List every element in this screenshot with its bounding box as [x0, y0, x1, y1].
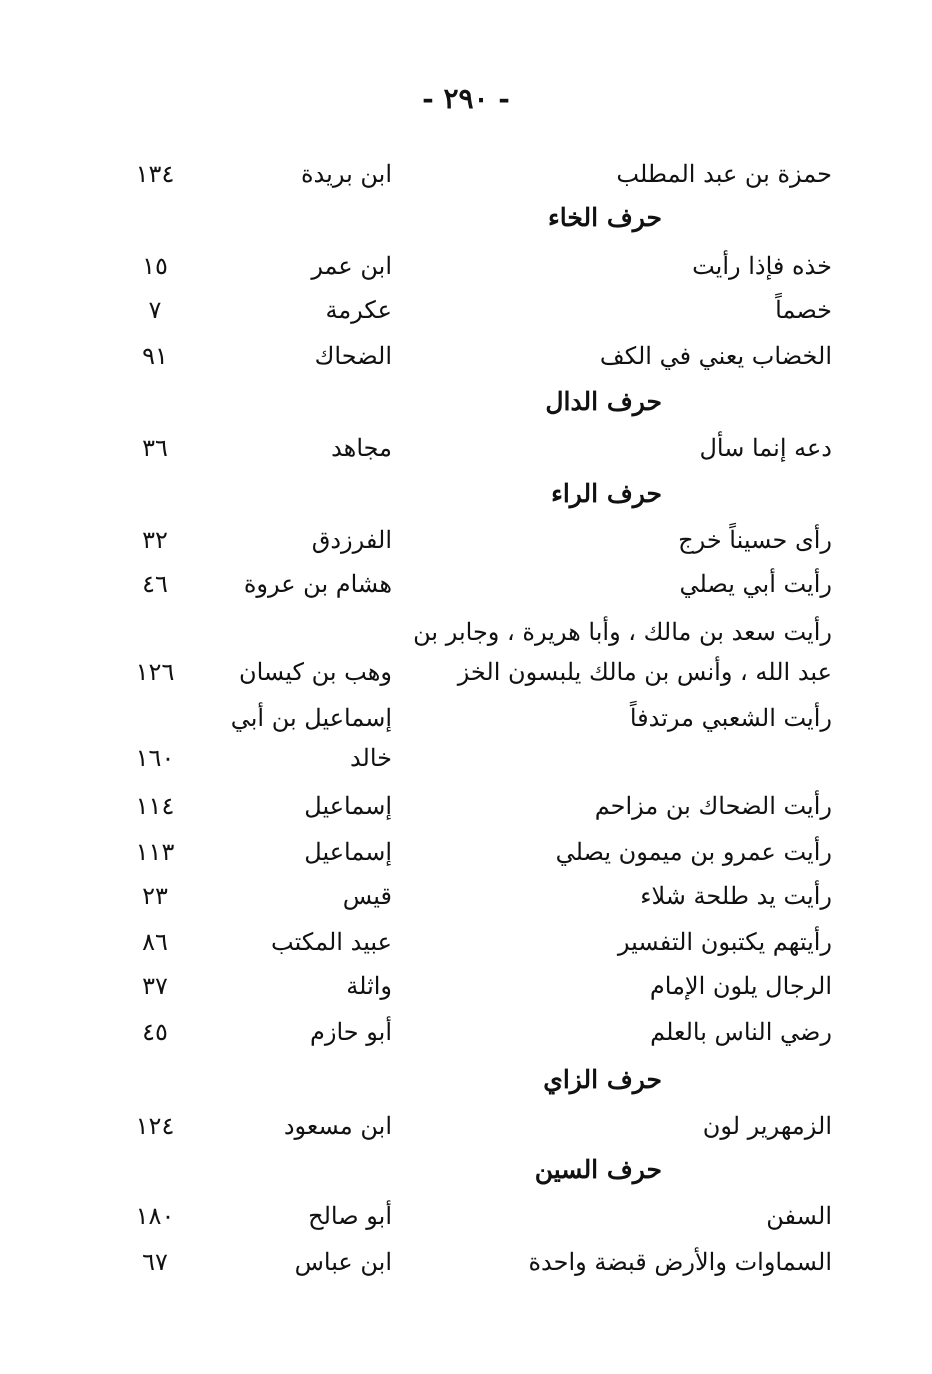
entry-page: ٣٦ — [142, 434, 168, 462]
section-heading: حرف الخاء — [548, 203, 662, 232]
entry-text: حمزة بن عبد المطلب — [616, 160, 832, 188]
entry-narrator: عكرمة — [325, 296, 392, 324]
entry-narrator: قيس — [342, 882, 392, 910]
entry-narrator: عبيد المكتب — [271, 928, 392, 956]
entry-page: ١٥ — [142, 252, 168, 280]
index-entry — [0, 656, 932, 702]
entry-narrator: ابن مسعود — [283, 1112, 392, 1140]
entry-text: رأيت عمرو بن ميمون يصلي — [555, 838, 832, 866]
entry-text: رأيتهم يكتبون التفسير — [617, 928, 832, 956]
section-heading: حرف الدال — [545, 387, 662, 416]
index-entry — [0, 294, 932, 340]
index-entry — [0, 880, 932, 926]
entry-text: خذه فإذا رأيت — [692, 252, 832, 280]
entry-text: السفن — [766, 1202, 832, 1230]
entry-narrator: ابن بريدة — [300, 160, 392, 188]
index-entry — [0, 524, 932, 570]
entry-narrator: الضحاك — [314, 342, 392, 370]
entry-narrator: إسماعيل بن أبي — [230, 704, 392, 732]
entry-page: ٤٦ — [142, 570, 168, 598]
entry-page: ١٨٠ — [135, 1202, 175, 1230]
entry-page: ١٢٦ — [135, 658, 175, 686]
entry-text: رأيت أبي يصلي — [679, 570, 832, 598]
entry-page: ٩١ — [142, 342, 168, 370]
entry-text-line1: رأيت سعد بن مالك ، وأبا هريرة ، وجابر بن — [413, 618, 832, 646]
entry-text: رأيت الضحاك بن مزاحم — [594, 792, 832, 820]
entry-narrator: إسماعيل — [304, 792, 392, 820]
entry-narrator: ابن عمر — [311, 252, 392, 280]
entry-page: ٧ — [148, 296, 162, 324]
entry-narrator: إسماعيل — [304, 838, 392, 866]
index-entry — [0, 432, 932, 478]
index-entry — [0, 970, 932, 1016]
index-entry — [0, 1110, 932, 1156]
index-entry — [0, 1200, 932, 1246]
entry-narrator: أبو حازم — [310, 1018, 392, 1046]
entry-page: ٦٧ — [142, 1248, 168, 1276]
entry-page: ١٣٤ — [135, 160, 175, 188]
entry-narrator: وهب بن كيسان — [238, 658, 392, 686]
index-entry — [0, 926, 932, 972]
index-entry — [0, 836, 932, 882]
entry-text: السماوات والأرض قبضة واحدة — [528, 1248, 832, 1276]
entry-narrator: مجاهد — [331, 434, 392, 462]
entry-text: الرجال يلون الإمام — [649, 972, 832, 1000]
entry-text: الخضاب يعني في الكف — [599, 342, 832, 370]
entry-narrator: الفرزدق — [311, 526, 392, 554]
index-entry — [0, 1016, 932, 1062]
section-heading: حرف الراء — [551, 479, 662, 508]
entry-page: ١٦٠ — [135, 744, 175, 772]
entry-page: ٨٦ — [142, 928, 168, 956]
index-entry-continued — [0, 742, 932, 788]
page-number: - ٢٩٠ - — [422, 82, 510, 115]
entry-text: رأى حسيناً خرج — [678, 526, 832, 554]
index-entry — [0, 340, 932, 386]
entry-text: دعه إنما سأل — [699, 434, 832, 462]
entry-narrator: واثلة — [346, 972, 392, 1000]
entry-text: رضي الناس بالعلم — [650, 1018, 832, 1046]
entry-text: رأيت يد طلحة شلاء — [640, 882, 832, 910]
section-heading: حرف الزاي — [543, 1065, 662, 1094]
entry-page: ٢٣ — [142, 882, 168, 910]
entry-narrator: ابن عباس — [294, 1248, 392, 1276]
entry-narrator: أبو صالح — [308, 1202, 392, 1230]
entry-page: ١١٤ — [135, 792, 175, 820]
index-entry — [0, 568, 932, 614]
index-entry — [0, 790, 932, 836]
entry-text: خصماً — [775, 296, 832, 324]
entry-narrator: هشام بن عروة — [243, 570, 392, 598]
index-entry — [0, 158, 932, 204]
entry-page: ٣٢ — [142, 526, 168, 554]
index-entry — [0, 250, 932, 296]
entry-page: ١١٣ — [135, 838, 175, 866]
entry-page: ١٢٤ — [135, 1112, 175, 1140]
entry-page: ٤٥ — [142, 1018, 168, 1046]
section-heading: حرف السين — [534, 1155, 662, 1184]
entry-text: رأيت الشعبي مرتدفاً — [629, 704, 832, 732]
entry-text: الزمهرير لون — [702, 1112, 832, 1140]
entry-narrator-line2: خالد — [349, 744, 392, 772]
entry-page: ٣٧ — [142, 972, 168, 1000]
index-entry — [0, 1246, 932, 1292]
entry-text: عبد الله ، وأنس بن مالك يلبسون الخز — [457, 658, 832, 686]
